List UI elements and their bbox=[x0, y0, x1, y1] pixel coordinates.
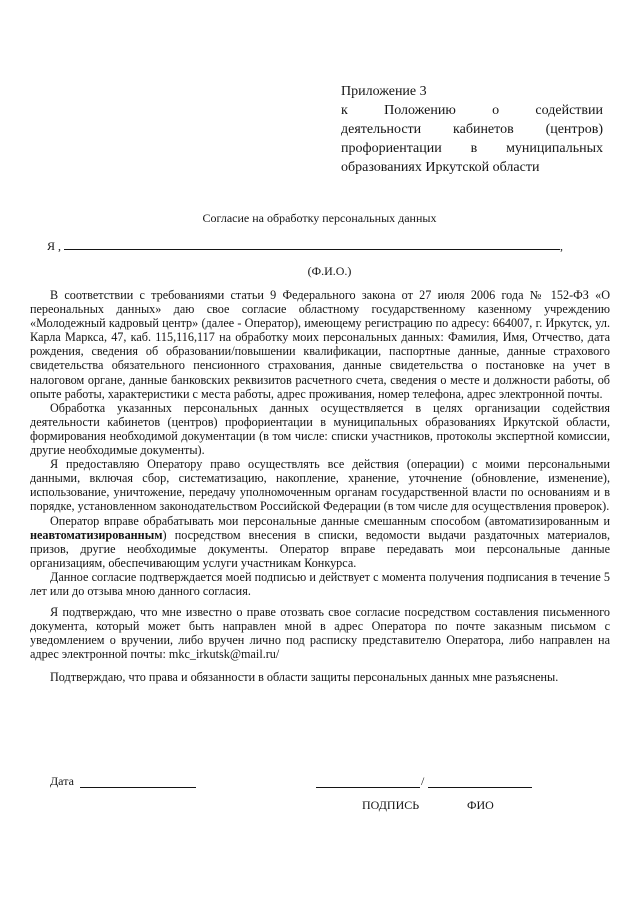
paragraph: Данное согласие подтверждается моей подписью и действует с момента получения подписания в течение 5 лет или до отзыва мною данного согласия. bbox=[30, 569, 610, 598]
paragraph: В соответствии с требованиями статьи 9 Федерального закона от 27 июля 2006 года № 152-ФЗ «О переональных данных» даю свое согласие областному государственному казенному учреждению «Молодежный кадровый центр» (далее - Оператор), имеющему регистрацию по адресу: 664007, г. Иркутск, ул. Карла Маркса, 47, каб. 115,116,117 на обработку моих персональных данных: Фамилия, Имя, Отчество, дата рождения, сведения об образовании/повышении квалификации, паспортные данные, данные страхового свидетельства обязательного пенсионного страхования, данные свидетельства о постановке на учет в налоговом органе, данные банковских реквизитов расчетного счета, сведения о месте и должности работы, об опыте работы, характеристики с места работы, адрес проживания, номер телефона, адрес электронной почты. bbox=[30, 288, 610, 401]
appendix-line: образованиях Иркутской области bbox=[341, 160, 540, 175]
name-prefix: Я , bbox=[47, 239, 62, 253]
date-label: Дата bbox=[50, 774, 74, 788]
signature-blank-line bbox=[316, 787, 420, 788]
paragraph: Обработка указанных персональных данных осуществляется в целях организации содействия деятельности кабинетов (центров) профориентации в муниципальных образованиях Иркутской области, формирования необходимой документации (в том числе: списки участников, протоколы экспертной комиссии, другие необходимые документы). bbox=[30, 400, 610, 458]
paragraph-bold-text: неавтоматизированным bbox=[30, 527, 163, 542]
spacer bbox=[30, 661, 610, 670]
name-suffix: , bbox=[560, 239, 564, 253]
paragraph-text: Оператор вправе обрабатывать мои персональные данные смешанным способом (автоматизированным и bbox=[50, 513, 610, 528]
signature-label: ПОДПИСЬ bbox=[362, 798, 420, 812]
appendix-title: Приложение 3 bbox=[341, 84, 427, 99]
name-blank-line bbox=[64, 237, 560, 250]
name-field-row bbox=[47, 237, 563, 254]
paragraph: Подтверждаю, что права и обязанности в области защиты персональных данных мне разъяснены. bbox=[50, 670, 559, 685]
appendix-line: профориентации в муниципальных bbox=[341, 141, 603, 156]
consent-body bbox=[30, 288, 610, 685]
appendix-line: деятельности кабинетов (центров) bbox=[341, 122, 603, 137]
spacer bbox=[30, 598, 610, 605]
paragraph: Я предоставляю Оператору право осуществлять все действия (операции) с моими персональными данными, включая сбор, систематизацию, накопление, хранение, уточнение (обновление, изменение), использование, уничтожение, передачу уполномоченным органам государственной власти по основаниям и в порядке, установленном законодательством Российской Федерации (в том числе для осуществления проверок). bbox=[30, 457, 610, 514]
appendix-line: к Положению о содействии bbox=[341, 103, 603, 118]
signature-separator: / bbox=[421, 774, 425, 788]
paragraph-text: ) посредством внесения в списки, ведомости выдачи раздаточных материалов, призов, другие необходимые документы. Оператор вправе передавать мои персональные данные организациям, обеспечивающим услуги участникам Конкурса. bbox=[30, 527, 610, 570]
paragraph bbox=[30, 514, 610, 570]
paragraph: Я подтверждаю, что мне известно о праве отозвать свое согласие посредством составления письменного документа, который может быть направлен мной в адрес Оператора по почте заказным письмом с уведомлением о вручении, либо вручен лично под расписку представителю Оператора, либо направлен на адрес электронной почты: mkc_irkutsk@mail.ru/ bbox=[30, 605, 610, 662]
signature-row bbox=[0, 774, 639, 794]
fio-blank-line bbox=[428, 787, 532, 788]
appendix-header bbox=[341, 82, 603, 177]
fio-label: ФИО bbox=[467, 798, 494, 812]
date-blank-line bbox=[80, 787, 196, 788]
fio-caption: (Ф.И.О.) bbox=[307, 264, 352, 278]
document-title: Согласие на обработку персональных данных bbox=[202, 211, 437, 225]
